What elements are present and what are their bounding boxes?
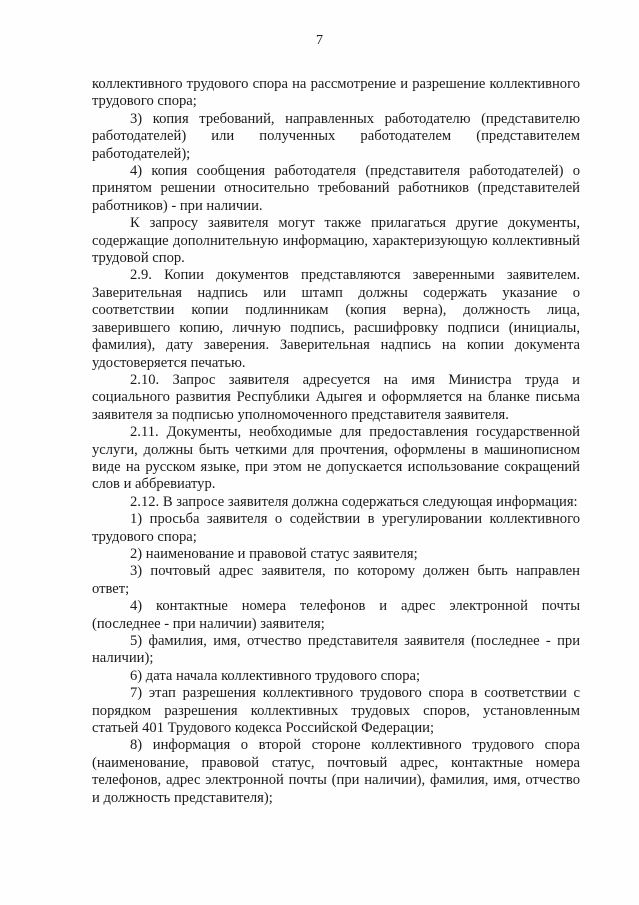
list-item-7: 7) этап разрешения коллективного трудового спора в соответствии с порядком разрешения коллективных трудовых споров, установленным статьей 401 Трудового кодекса Российской Федерации; [92, 685, 580, 737]
list-item-2: 2) наименование и правовой статус заявителя; [130, 545, 418, 562]
list-item-3: 3) почтовый адрес заявителя, по которому должен быть направлен ответ; [92, 563, 580, 597]
paragraph-additional-docs: К запросу заявителя могут также прилагаться другие документы, содержащие дополнительную информацию, характеризующую коллективный трудовой спор. [92, 215, 580, 267]
paragraph-2-12: 2.12. В запросе заявителя должна содержаться следующая информация: [130, 493, 578, 510]
paragraph-continuation: коллективного трудового спора на рассмотрение и разрешение коллективного трудового спора; [92, 76, 580, 110]
paragraph-2-10: 2.10. Запрос заявителя адресуется на имя Министра труда и социального развития Республики Адыгея и оформляется на бланке письма заявителя за подписью уполномоченного представителя заявителя. [92, 371, 580, 423]
list-item-5: 5) фамилия, имя, отчество представителя заявителя (последнее - при наличии); [92, 633, 580, 667]
list-item-8: 8) информация о второй стороне коллективного трудового спора (наименование, правовой статус, почтовый адрес, контактные номера телефонов, адрес электронной почты (при наличии), фамилия, имя, отчество и должность представителя); [92, 737, 580, 806]
paragraph-item-3: 3) копия требований, направленных работодателю (представителю работодателей) или полученных работодателем (представителем работодателей); [92, 110, 580, 162]
paragraph-2-11: 2.11. Документы, необходимые для предоставления государственной услуги, должны быть четкими для прочтения, оформлены в машинописном виде на русском языке, при этом не допускается использование сокращений слов и аббревиатур. [92, 424, 580, 493]
paragraph-item-4: 4) копия сообщения работодателя (представителя работодателей) о принятом решении относительно требований работников (представителей работников) - при наличии. [92, 163, 580, 214]
list-item-6: 6) дата начала коллективного трудового спора; [130, 667, 421, 684]
list-item-1: 1) просьба заявителя о содействии в урегулировании коллективного трудового спора; [92, 511, 580, 545]
document-body [92, 76, 580, 807]
page-number: 7 [316, 33, 323, 48]
list-item-4: 4) контактные номера телефонов и адрес электронной почты (последнее - при наличии) заявителя; [92, 598, 580, 632]
paragraph-2-9: 2.9. Копии документов представляются заверенными заявителем. Заверительная надпись или штамп должны содержать указание о соответствии копии подлинникам (копия верна), должность лица, заверившего копию, личную подпись, расшифровку подписи (инициалы, фамилия), дату заверения. Заверительная надпись на копии документа удостоверяется печатью. [92, 267, 580, 371]
